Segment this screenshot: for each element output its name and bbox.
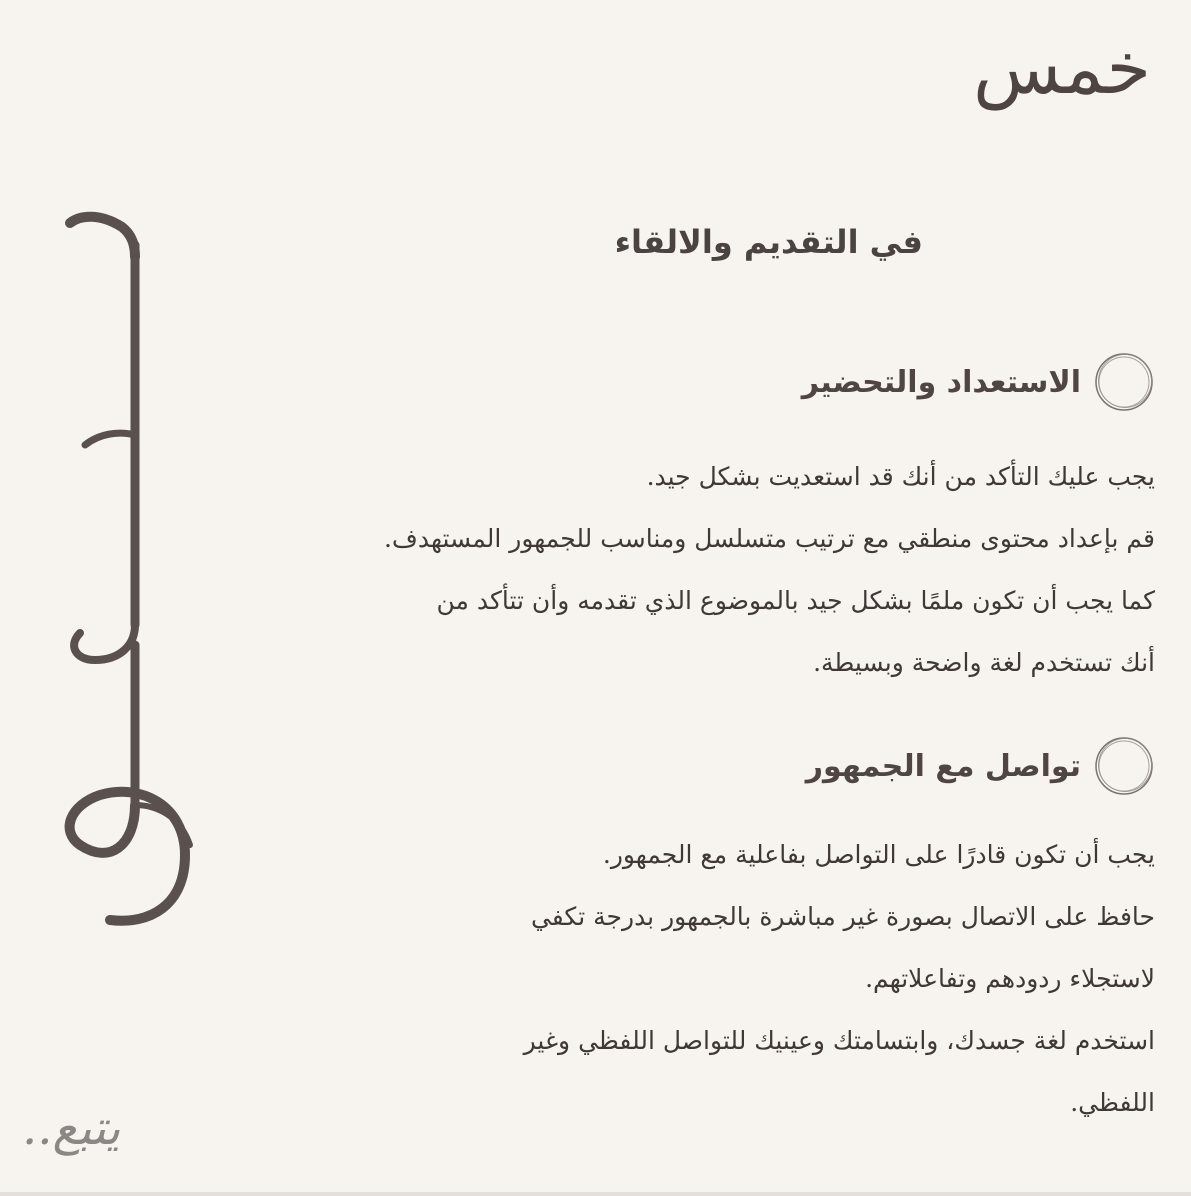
body-line: اللفظي. bbox=[1070, 1088, 1155, 1117]
circle-bullet-icon bbox=[1093, 735, 1155, 797]
body-line: كما يجب أن تكون ملمًا بشكل جيد بالموضوع الذي تقدمه وأن تتأكد من bbox=[436, 586, 1155, 615]
title-five bbox=[531, 18, 1151, 128]
body-line: أنك تستخدم لغة واضحة وبسيطة. bbox=[813, 648, 1155, 677]
section-heading-audience bbox=[806, 736, 1155, 796]
continued-label: يتبع.. bbox=[22, 1100, 121, 1156]
section-title: الاستعداد والتحضير bbox=[801, 364, 1081, 400]
section-heading-preparation bbox=[802, 352, 1155, 412]
side-word-text bbox=[101, 525, 150, 625]
section-title: تواصل مع الجمهور bbox=[805, 748, 1081, 784]
section-body-audience bbox=[195, 824, 1155, 1134]
body-line: لاستجلاء ردودهم وتفاعلاتهم. bbox=[865, 964, 1155, 993]
body-line: استخدم لغة جسدك، وابتسامتك وعينيك للتواصل اللفظي وغير bbox=[523, 1026, 1155, 1055]
body-line: يجب أن تكون قادرًا على التواصل بفاعلية مع الجمهور. bbox=[602, 840, 1155, 869]
body-line: يجب عليك التأكد من أنك قد استعديت بشكل جيد. bbox=[646, 462, 1155, 491]
body-line: قم بإعداد محتوى منطقي مع ترتيب متسلسل ومناسب للجمهور المستهدف. bbox=[383, 524, 1155, 553]
subtitle: في التقديم والالقاء bbox=[614, 223, 923, 261]
bottom-divider bbox=[0, 1192, 1191, 1196]
body-line: حافظ على الاتصال بصورة غير مباشرة بالجمهور بدرجة تكفي bbox=[530, 902, 1155, 931]
section-body-preparation bbox=[195, 446, 1155, 694]
title-five-text: خمس bbox=[973, 26, 1151, 110]
circle-bullet-icon bbox=[1093, 351, 1155, 413]
side-word-tips bbox=[40, 205, 210, 945]
